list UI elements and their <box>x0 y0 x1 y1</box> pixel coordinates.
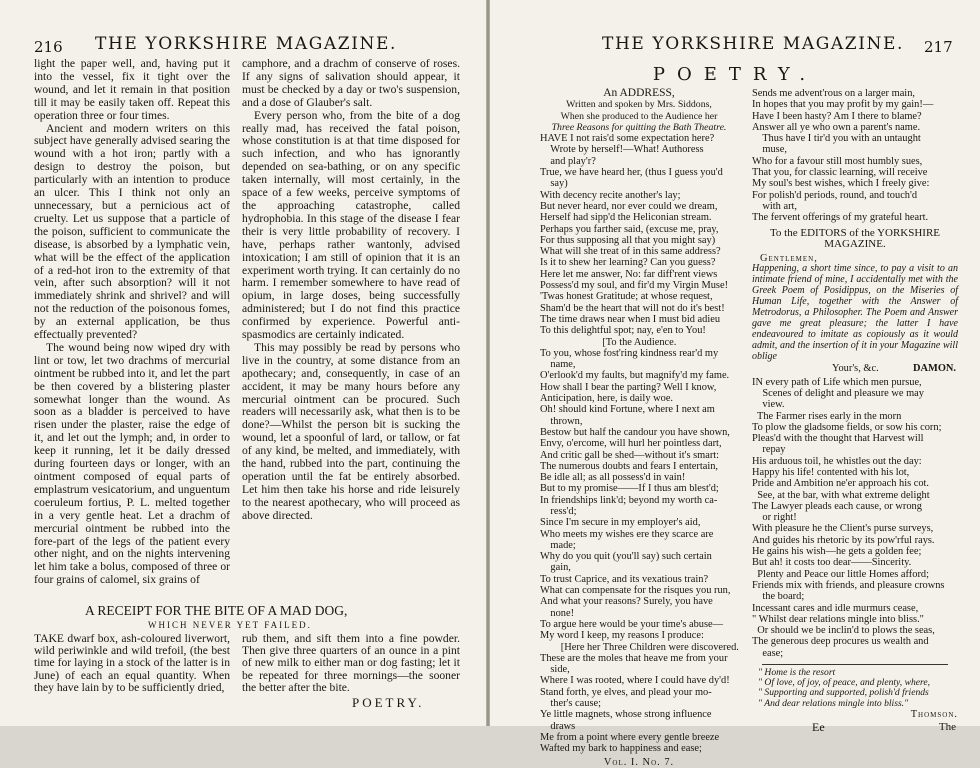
verse-line: His arduous toil, he whistles out the day: <box>752 455 922 467</box>
verse-line: " Home is the resort <box>758 667 836 679</box>
signature-mark: Ee <box>812 720 825 735</box>
address-verse <box>540 133 738 754</box>
verse-line: To plow the gladsome fields, or sow his corn; <box>752 421 942 433</box>
left-column-2 <box>242 58 460 523</box>
verse-line: My soul's best wishes, which I freely give: <box>752 178 930 190</box>
verse-line: To this delightful spot; nay, e'en to You! <box>540 325 706 337</box>
paragraph: light the paper well, and, having put it into the vessel, fix it tight over the wound, and let it remain in that position till it may be easily taken off. Repeat this operation three or four times. <box>34 57 230 122</box>
verse-line: none! <box>540 607 575 619</box>
footnote-rule <box>762 664 947 665</box>
running-head: THE YORKSHIRE MAGAZINE. <box>95 34 397 54</box>
verse-line: " Supporting and supported, polish'd friends <box>758 687 929 699</box>
address-verse-continued <box>752 88 958 224</box>
valediction: Your's, &c. <box>832 362 879 374</box>
page-number: 216 <box>34 38 63 56</box>
verse-line: My word I keep, my reasons I produce: <box>540 630 704 642</box>
verse-line: ease; <box>752 647 784 659</box>
verse-line: gain, <box>540 562 571 574</box>
verse-line: Where I was rooted, where I could have dy'd! <box>540 675 730 687</box>
paragraph: TAKE dwarf box, ash-coloured liverwort, wild periwinkle and wild trefoil, (the best time for laying in a stock of the latter is in June) of each an equal quantity. When they have lain by to be sufficiently dried, <box>34 632 230 694</box>
verse-line: Pride and Ambition ne'er approach his cot. <box>752 478 930 490</box>
verse-line: " Whilst dear relations mingle into bliss." <box>752 613 924 625</box>
verse-line: say) <box>540 178 568 190</box>
verse-line: The time draws near when I must bid adieu <box>540 313 721 325</box>
receipt-column-1 <box>34 633 230 694</box>
verse-line: Here let me answer, No: far diff'rent views <box>540 268 718 280</box>
verse-line: But to my promise——If I thus am blest'd; <box>540 483 719 495</box>
right-column-1 <box>540 88 738 768</box>
verse-line: ther's cause; <box>540 698 602 710</box>
verse-line: repay <box>752 444 786 456</box>
verse-line: Scenes of delight and pleasure we may <box>752 387 924 399</box>
verse-line: and play'r? <box>540 155 596 167</box>
verse-line: Since I'm secure in my employer's aid, <box>540 517 701 529</box>
verse-line: Pleas'd with the thought that Harvest will <box>752 433 924 445</box>
verse-line: Or should we be inclin'd to plows the seas, <box>752 625 935 637</box>
verse-line: with art, <box>752 200 798 212</box>
catchword: The <box>938 721 956 734</box>
verse-line: True, we have heard her, (thus I guess you'd <box>540 167 723 179</box>
verse-line: 'Twas honest Gratitude; at whose request, <box>540 291 713 303</box>
running-head: THE YORKSHIRE MAGAZINE. <box>602 34 904 54</box>
verse-line: And what your reasons? Surely, you have <box>540 596 713 608</box>
paragraph: camphore, and a drachm of conserve of roses. If any signs of salivation should appear, it must be checked by a day or two's suspension, and a dose of Glauber's salt. <box>242 57 460 109</box>
verse-line: ress'd; <box>540 505 577 517</box>
verse-line: Sham'd be the heart that will not do it's best! <box>540 302 725 314</box>
verse-line: Me from a point where every gentle breeze <box>540 731 720 743</box>
verse-line: He gains his wish—he gets a golden fee; <box>752 546 922 558</box>
verse-line: See, at the bar, with what extreme delight <box>752 489 930 501</box>
verse-line: In friendships link'd; beyond my worth ca- <box>540 494 718 506</box>
paragraph: The wound being now wiped dry with lint or tow, let two drachms of mercurial ointment be rubbed into it, and let the part be then covered by a blistering plaster somewhat longer than the wound. As soon as a bladder is perceived to have risen under the plaster, raise the edge of it, and let out the lymph; and, in order to keep it running, let it be daily dressed during fourteen days or longer, with an ointment composed of equal parts of emplastrum vesicatorium, and unguentum coeruleum fortius, P. L. melted together in a very gentle heat. Let a drachm of mercurial ointment be rubbed into the fore-part of the legs of the patient every other night, and on the nights intervening let him take a bolus, composed of three or four grains of calomel, six grains of <box>34 340 230 587</box>
verse-line: How shall I bear the parting? Well I know, <box>540 381 717 393</box>
paragraph: rub them, and sift them into a fine powder. Then give three quarters of an ounce in a pint of new milk to either man or dog fasting; let it be repeated for three mornings—the sooner the better after the bite. <box>242 632 460 694</box>
verse-line: These are the moles that heave me from your <box>540 652 728 664</box>
section-title: POETRY. <box>652 64 818 85</box>
left-page <box>0 0 486 726</box>
verse-line: name, <box>540 359 576 371</box>
verse-line: The generous deep procures us wealth and <box>752 636 929 648</box>
verse-line: Have I been hasty? Am I there to blame? <box>752 110 922 122</box>
verse-line: Plenty and Peace our little Homes afford; <box>752 568 929 580</box>
verse-line: [To the Audience. <box>540 336 677 348</box>
verse-line: And critic gall be shed—without it's smart: <box>540 449 720 461</box>
verse-line: Friends mix with friends, and pleasure crowns <box>752 579 945 591</box>
verse-line: O'erlook'd my faults, but magnify'd my fame. <box>540 370 730 382</box>
verse-line: made; <box>540 539 576 551</box>
receipt-subtitle: WHICH NEVER YET FAILED. <box>148 620 312 630</box>
verse-line: Who for a favour still most humbly sues, <box>752 155 923 167</box>
right-page <box>490 0 980 768</box>
verse-line: To argue here would be your time's abuse— <box>540 618 724 630</box>
footnote-author: Thomson. <box>910 708 958 720</box>
verse-line: To trust Caprice, and its vexatious train? <box>540 573 709 585</box>
verse-line: Perhaps you farther said, (excuse me, pray, <box>540 223 719 235</box>
verse-line: muse, <box>752 144 787 156</box>
verse-line: That you, for classic learning, will receive <box>752 167 928 179</box>
address-subtitle: Three Reasons for quitting the Bath Theatre. <box>551 121 727 133</box>
verse-line: To you, whose fost'ring kindness rear'd my <box>540 347 719 359</box>
verse-line: Answer all ye who own a parent's name. <box>752 121 921 133</box>
address-subtitle: When she produced to the Audience her <box>560 110 718 122</box>
left-column-1 <box>34 58 230 587</box>
verse-line: With decency recite another's lay; <box>540 189 681 201</box>
verse-line: The Farmer rises early in the morn <box>752 410 902 422</box>
verse-line: Herself had sipp'd the Heliconian stream. <box>540 212 712 224</box>
verse-line: What can compensate for the risques you run, <box>540 585 731 597</box>
verse-line: Anticipation, here, is daily woe. <box>540 393 674 405</box>
verse-line: Wrote by herself!—What! Authoress <box>540 144 704 156</box>
verse-line: Sends me advent'rous on a larger main, <box>752 88 915 99</box>
verse-line: Envy, o'ercome, will hurl her pointless dart, <box>540 438 722 450</box>
verse-line: Stand forth, ye elves, and plead your mo- <box>540 686 712 698</box>
address-title: An ADDRESS, <box>603 87 675 99</box>
verse-line: the board; <box>752 591 805 603</box>
verse-line: Be idle all; as all possess'd in vain! <box>540 472 686 484</box>
verse-line: Happy his life! contented with his lot, <box>752 466 910 478</box>
verse-line: The numerous doubts and fears I entertain, <box>540 460 719 472</box>
footnote <box>752 668 958 709</box>
verse-line: [Here her Three Children were discovered. <box>540 641 739 653</box>
verse-line: Ye little magnets, whose strong influence <box>540 709 712 721</box>
editors-letter: Happening, a short time since, to pay a visit to an intimate friend of mine, I accidentally met with the Greek Poem of Posidippus, on the Miseries of Human Life, together with the Answer of Metrodorus, a Philosopher. The Poem and Answer gave me great pleasure; the latter I have endeavoured to imitate as copiously as it would admit, and the insertion of it in your Magazine will oblige <box>752 263 958 362</box>
paragraph: Every person who, from the bite of a dog really mad, has received the fatal poison, whose constitution is at that time disposed for such infection, and who has ignorantly depended on sea-bathing, or on any specific taken internally, will most certainly, in the space of a few weeks, perceive symptoms of the approaching catastrophe, called hydrophobia. In this stage of the disease I fear their is very little probability of recovery. I have, perhaps rather wantonly, advised intoxication; I am still of opinion that it is an experiment worth trying. It can certainly do no harm. I remember somewhere to have read of opium, in large doses, being successfully administered; but I do not find this practice confirmed by experience. Powerful anti-spasmodics are certainly indicated. <box>242 108 460 342</box>
verse-line: Wafted my bark to happiness and ease; <box>540 743 702 755</box>
verse-line: draws <box>540 720 576 732</box>
verse-line: thrown, <box>540 415 583 427</box>
verse-line: Bestow but half the candour you have shown, <box>540 426 730 438</box>
verse-line: " Of love, of joy, of peace, and plenty, where, <box>758 677 931 689</box>
verse-line: side, <box>540 664 570 676</box>
verse-line: Why do you quit (you'll say) such certain <box>540 551 712 563</box>
verse-line: What will she treat of in this same address? <box>540 246 721 258</box>
verse-line: view. <box>752 399 785 411</box>
salutation: Gentlemen, <box>760 253 818 265</box>
verse-line: With pleasure he the Client's purse surveys, <box>752 523 934 535</box>
verse-line: Oh! should kind Fortune, where I next am <box>540 404 715 416</box>
poem-verse <box>752 377 958 659</box>
verse-line: " And dear relations mingle into bliss." <box>758 697 909 709</box>
receipt-column-2 <box>242 633 460 694</box>
paragraph: This may possibly be read by persons who live in the country, at some distance from an apothecary; and, consequently, in case of an accident, it may be many hours before any mercurial ointment can be procured. Such readers will necessarily ask, what then is to be done?—Whilst the person bit is sucking the wound, let a spoonful of lard, or tallow, or fat of any kind, be melted, and immediately, with the hand, rubbed into the part, continuing the operation until the fat be entirely absorbed. Let him then take his horse and ride leisurely to the nearest apothecary, who will proceed as above directed. <box>242 340 460 522</box>
editors-title: To the EDITORS of the YORKSHIRE MAGAZINE. <box>769 226 941 250</box>
paragraph: Ancient and modern writers on this subject have generally advised searing the wound with a hot iron; partly with a design to destroy the poison, but particularly with an intention to produce an ulcer. This I think not only an unnecessary, but a pernicious act of cruelty. Let us suppose that a particle of the poison, sufficient to communicate the disease, is absorbed by a lymphatic vein, what will be the effect of the application of a red-hot iron to the extremity of that vein, after such absorption? will it not immediately shrink and shrivel? and will not the reduction of the poisonous fomes, by an external application, be thus effectually prevented? <box>34 121 230 342</box>
verse-line: IN every path of Life which men pursue, <box>752 376 922 388</box>
signature-mark: Vol. I. No. 7. <box>603 756 675 768</box>
verse-line: And guides his rhetoric by its pow'rful rays. <box>752 534 935 546</box>
page-number: 217 <box>924 38 953 56</box>
verse-line: But never heard, nor ever could we dream, <box>540 200 718 212</box>
verse-line: Possess'd my soul, and fir'd my Virgin Muse! <box>540 280 729 292</box>
address-subtitle: Written and spoken by Mrs. Siddons, <box>566 99 712 111</box>
verse-line: Thus have I tir'd you with an untaught <box>752 133 921 145</box>
verse-line: For thus supposing all that you might say) <box>540 234 716 246</box>
verse-line: For polish'd periods, round, and touch'd <box>752 189 918 201</box>
verse-line: HAVE I not rais'd some expectation here? <box>540 133 715 145</box>
verse-line: But ah! it costs too dear——Sincerity. <box>752 557 912 569</box>
right-column-2 <box>752 88 958 736</box>
verse-line: Who meets my wishes ere they scarce are <box>540 528 714 540</box>
verse-line: The fervent offerings of my grateful heart. <box>752 212 929 224</box>
verse-line: Incessant cares and idle murmurs cease, <box>752 602 919 614</box>
receipt-title: A RECEIPT FOR THE BITE OF A MAD DOG, <box>85 603 348 618</box>
signature-damon: DAMON. <box>913 362 956 374</box>
verse-line: In hopes that you may profit by my gain!— <box>752 99 934 111</box>
verse-line: The Lawyer pleads each cause, or wrong <box>752 500 922 512</box>
verse-line: or right! <box>752 512 797 524</box>
catchword: POETRY. <box>352 695 425 710</box>
verse-line: Is it to shew her learning? Can you guess? <box>540 257 716 269</box>
